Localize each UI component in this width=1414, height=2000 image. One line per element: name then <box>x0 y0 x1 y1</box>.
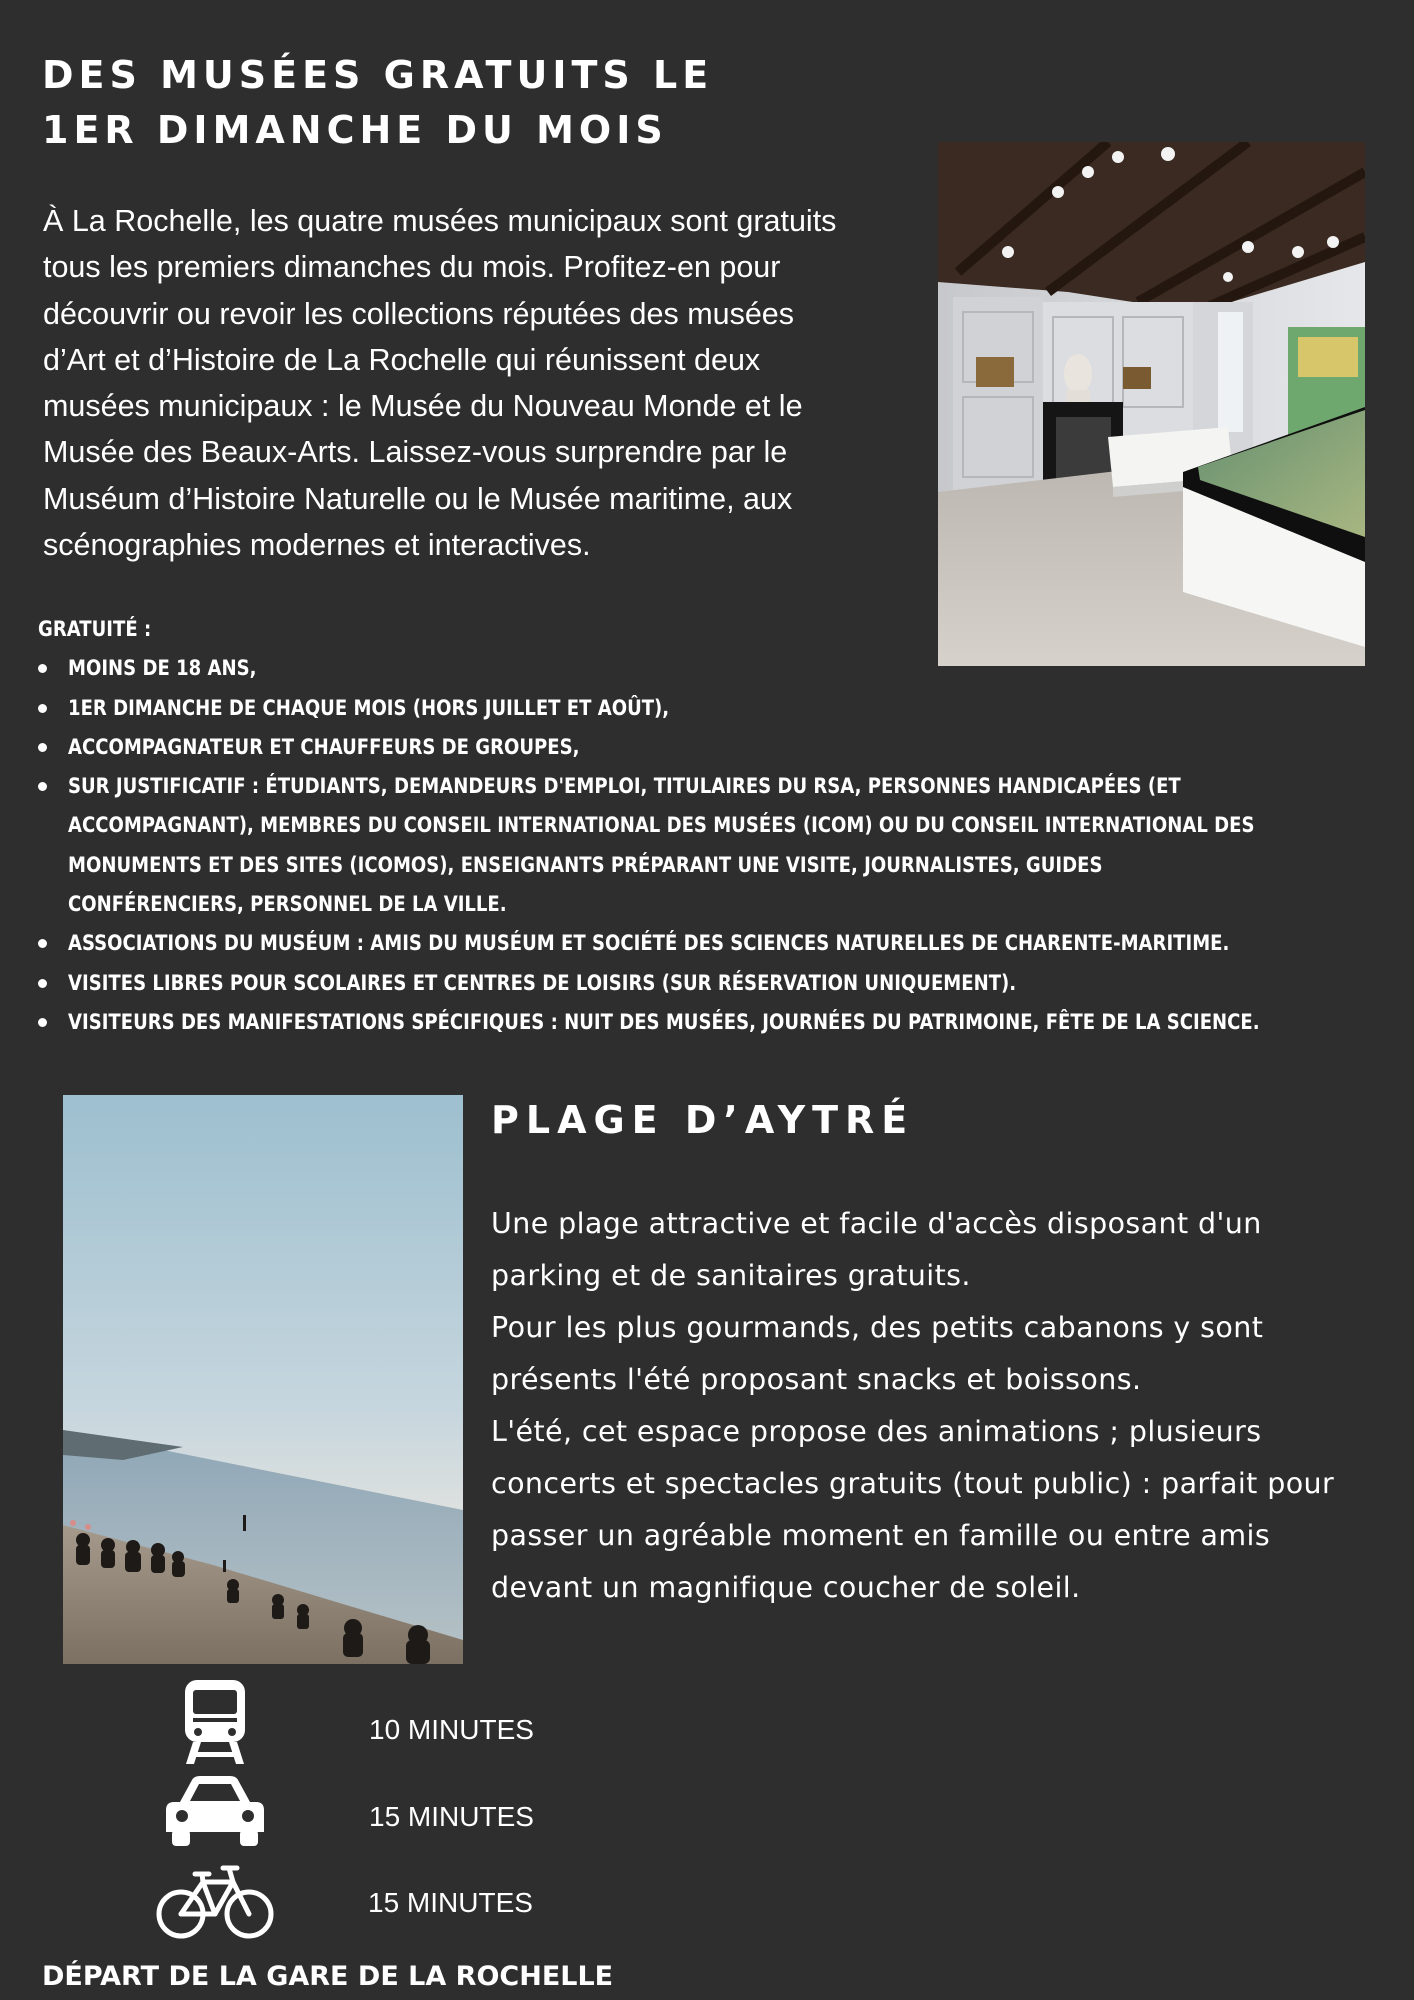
bullet-icon <box>38 782 47 791</box>
list-item-text: MOINS DE 18 ANS, <box>68 656 257 681</box>
bicycle-icon <box>155 1862 275 1947</box>
museums-title-line2: 1ER DIMANCHE DU MOIS <box>42 108 668 152</box>
list-item-text: CONFÉRENCIERS, PERSONNEL DE LA VILLE. <box>68 892 507 917</box>
train-duration: 10 MINUTES <box>369 1714 534 1745</box>
museums-body-line: scénographies modernes et interactives. <box>43 528 591 563</box>
bullet-icon <box>38 743 47 752</box>
beach-line: L'été, cet espace propose des animations ; plusieurs <box>491 1415 1262 1448</box>
bullet-icon <box>38 704 47 713</box>
list-item <box>38 1003 1408 1042</box>
list-item <box>38 924 1408 963</box>
beach-paragraph <box>491 1198 1411 1302</box>
train-icon <box>160 1678 270 1773</box>
list-item-text: MONUMENTS ET DES SITES (ICOMOS), ENSEIGNANTS PRÉPARANT UNE VISITE, JOURNALISTES, GUIDES <box>68 852 1103 877</box>
museums-body <box>43 198 923 568</box>
museums-body-line: Musée des Beaux-Arts. Laissez-vous surprendre par le <box>43 435 788 470</box>
beach-line: présents l'été proposant snacks et boissons. <box>491 1363 1142 1396</box>
list-item <box>38 964 1408 1003</box>
list-item <box>38 689 1408 728</box>
list-item-text: ACCOMPAGNANT), MEMBRES DU CONSEIL INTERNATIONAL DES MUSÉES (ICOM) OU DU CONSEIL INTERNATIONAL DES <box>68 813 1255 838</box>
list-item-text: VISITEURS DES MANIFESTATIONS SPÉCIFIQUES : NUIT DES MUSÉES, JOURNÉES DU PATRIMOINE, FÊTE DE LA SCIENCE. <box>68 1009 1260 1034</box>
museums-body-line: musées municipaux : le Musée du Nouveau Monde et le <box>43 389 803 424</box>
beach-sunset-photo <box>63 1095 463 1664</box>
beach-line: passer un agréable moment en famille ou entre amis <box>491 1519 1271 1552</box>
museums-title-line1: DES MUSÉES GRATUITS LE <box>42 53 714 97</box>
list-item-text: SUR JUSTIFICATIF : ÉTUDIANTS, DEMANDEURS D'EMPLOI, TITULAIRES DU RSA, PERSONNES HANDICAPÉES (ET <box>68 774 1181 799</box>
beach-line: concerts et spectacles gratuits (tout public) : parfait pour <box>491 1467 1335 1500</box>
museums-body-line: À La Rochelle, les quatre musées municipaux sont gratuits <box>43 204 837 238</box>
beach-line: parking et de sanitaires gratuits. <box>491 1259 971 1292</box>
bullet-icon <box>38 1018 47 1027</box>
list-item-text: 1ER DIMANCHE DE CHAQUE MOIS (HORS JUILLET ET AOÛT), <box>68 695 670 720</box>
free-admission-section <box>38 610 1408 1042</box>
beach-description <box>491 1198 1411 1614</box>
free-admission-heading <box>38 610 1408 649</box>
beach-line: Pour les plus gourmands, des petits cabanons y sont <box>491 1311 1264 1344</box>
bullet-icon <box>38 664 47 673</box>
museums-body-line: d’Art et d’Histoire de La Rochelle qui réunissent deux <box>43 342 761 377</box>
bicycle-duration: 15 MINUTES <box>368 1887 533 1918</box>
beach-paragraph <box>491 1406 1411 1614</box>
museums-body-line: Muséum d’Histoire Naturelle ou le Musée maritime, aux <box>43 481 793 516</box>
car-icon <box>160 1774 270 1859</box>
bullet-icon <box>38 979 47 988</box>
free-admission-heading-text: GRATUITÉ : <box>38 617 152 641</box>
list-item-text: VISITES LIBRES POUR SCOLAIRES ET CENTRES DE LOISIRS (SUR RÉSERVATION UNIQUEMENT). <box>68 970 1017 995</box>
beach-paragraph <box>491 1302 1411 1406</box>
beach-title: PLAGE D’AYTRÉ <box>491 1098 915 1142</box>
departure-note: DÉPART DE LA GARE DE LA ROCHELLE <box>42 1961 614 1992</box>
car-duration: 15 MINUTES <box>369 1801 534 1832</box>
museum-gallery-photo <box>938 142 1365 666</box>
beach-line: devant un magnifique coucher de soleil. <box>491 1571 1081 1604</box>
museums-body-line: découvrir ou revoir les collections réputées des musées <box>43 296 795 331</box>
bullet-icon <box>38 939 47 948</box>
list-item <box>38 649 1408 688</box>
museums-title <box>42 48 742 158</box>
list-item-text: ACCOMPAGNATEUR ET CHAUFFEURS DE GROUPES, <box>68 734 580 759</box>
beach-line: Une plage attractive et facile d'accès disposant d'un <box>491 1207 1262 1240</box>
free-admission-list <box>38 649 1408 1042</box>
museums-body-line: tous les premiers dimanches du mois. Profitez-en pour <box>43 250 781 285</box>
list-item <box>38 767 1408 924</box>
list-item-text: ASSOCIATIONS DU MUSÉUM : AMIS DU MUSÉUM ET SOCIÉTÉ DES SCIENCES NATURELLES DE CHARENTE-MARITIME. <box>68 931 1230 956</box>
list-item <box>38 728 1408 767</box>
